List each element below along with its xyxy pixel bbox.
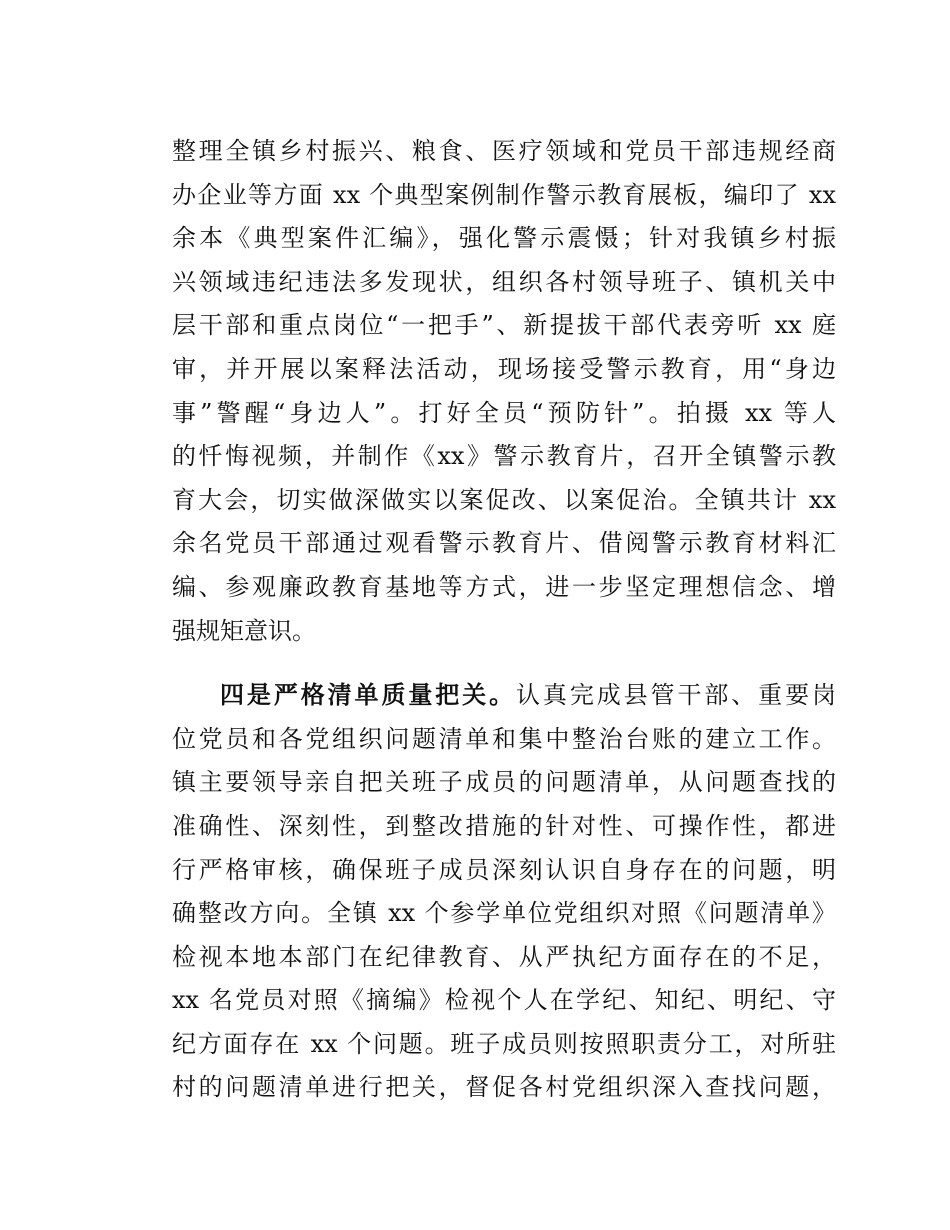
text-line: 兴领域违纪违法多发现状，组织各村领导班子、镇机关中 (172, 267, 836, 296)
text-line: 纪方面存在 xx 个问题。班子成员则按照职责分工，对所驻 (172, 1029, 836, 1058)
text-line: 行严格审核，确保班子成员深刻认识自身存在的问题，明 (172, 855, 836, 884)
text-line: 村的问题清单进行把关，督促各村党组织深入查找问题， (172, 1073, 836, 1102)
text-line: 层干部和重点岗位“一把手”、新提拔干部代表旁听 xx 庭 (172, 311, 836, 340)
text-line: 办企业等方面 xx 个典型案例制作警示教育展板，编印了 xx (172, 180, 836, 209)
text-line: 编、参观廉政教育基地等方式，进一步坚定理想信念、增 (172, 572, 836, 601)
text-line: 强规矩意识。 (172, 616, 316, 645)
text-line: 准确性、深刻性，到整改措施的针对性、可操作性，都进 (172, 811, 836, 840)
section-heading: 四是严格清单质量把关。 (220, 681, 516, 710)
text-line: 检视本地本部门在纪律教育、从严执纪方面存在的不足， (172, 942, 836, 971)
text-line: 余本《典型案件汇编》，强化警示震慑；针对我镇乡村振 (172, 224, 836, 253)
text-line: 确整改方向。全镇 xx 个参学单位党组织对照《问题清单》 (172, 899, 836, 928)
text-line: xx 名党员对照《摘编》检视个人在学纪、知纪、明纪、守 (172, 986, 836, 1015)
text-line: 的忏悔视频，并制作《xx》警示教育片，召开全镇警示教 (172, 442, 836, 471)
text-line (172, 674, 836, 718)
document-page (172, 130, 836, 1110)
paragraph-1 (172, 130, 836, 653)
text-line: 余名党员干部通过观看警示教育片、借阅警示教育材料汇 (172, 529, 836, 558)
text-line: 位党员和各党组织问题清单和集中整治台账的建立工作。 (172, 724, 836, 753)
text-line: 事”警醒“身边人”。打好全员“预防针”。拍摄 xx 等人 (172, 398, 836, 427)
text-line: 整理全镇乡村振兴、粮食、医疗领域和党员干部违规经商 (172, 137, 836, 165)
text-line: 审，并开展以案释法活动，现场接受警示教育，用“身边 (172, 354, 836, 383)
text-line: 镇主要领导亲自把关班子成员的问题清单，从问题查找的 (172, 768, 836, 797)
paragraph-2 (172, 674, 836, 1110)
text-span: 认真完成县管干部、重要岗 (516, 681, 836, 710)
text-line: 育大会，切实做深做实以案促改、以案促治。全镇共计 xx (172, 485, 836, 514)
